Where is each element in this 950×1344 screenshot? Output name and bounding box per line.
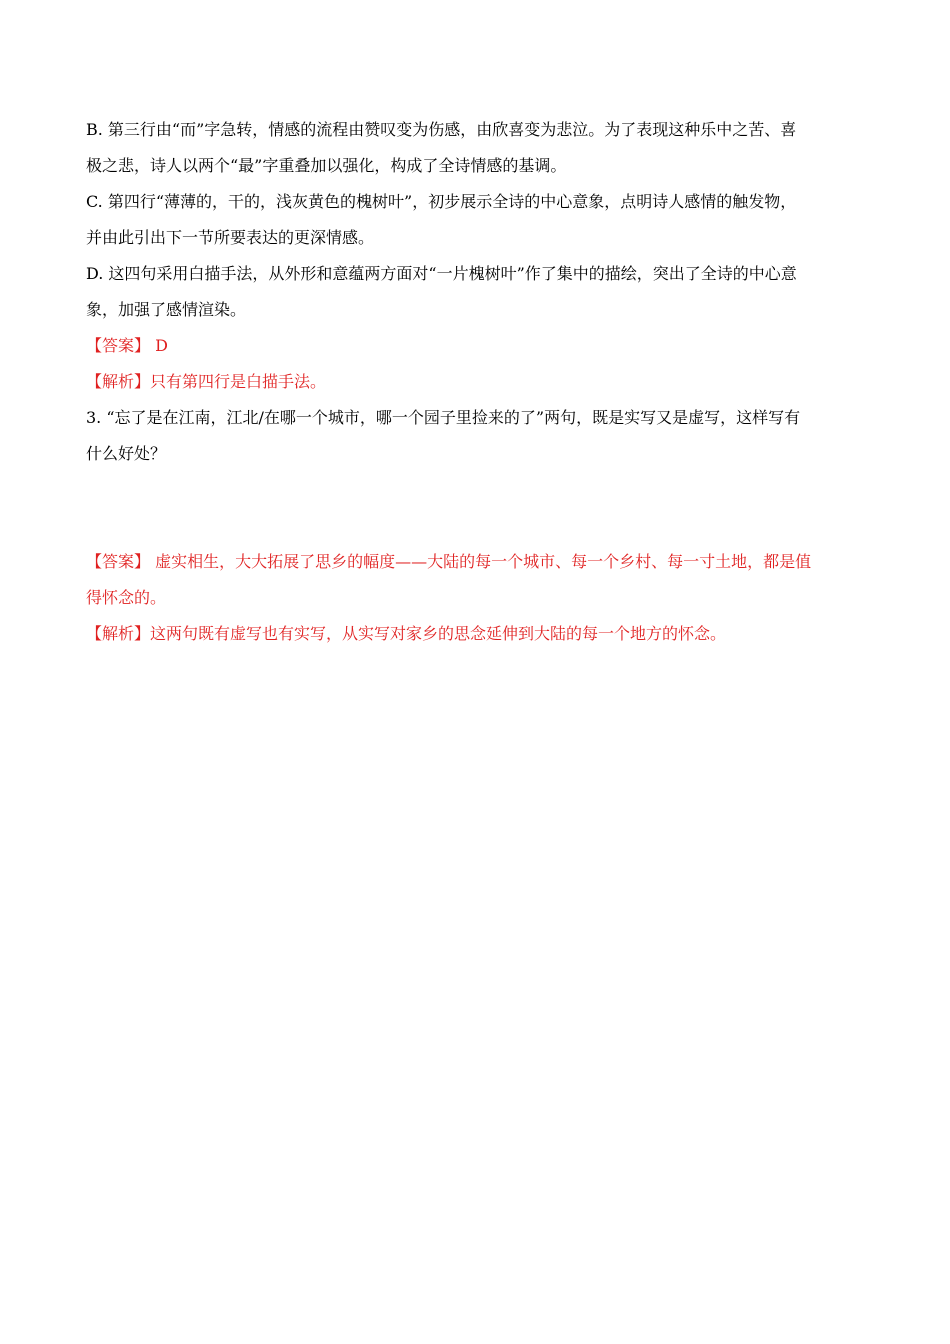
q3-answer-line-1	[86, 544, 872, 580]
q2-answer-value: D	[150, 336, 168, 355]
q2-analysis-tag: 【解析】	[86, 372, 151, 391]
q3-answer-text-1: 虚实相生，大大拓展了思乡的幅度——大陆的每一个城市、每一个乡村、每一寸土地，都是值	[150, 552, 812, 571]
option-d-line-2: 象，加强了感情渲染。	[86, 300, 247, 319]
q2-answer	[86, 328, 872, 364]
option-d-line-1: D. 这四句采用白描手法，从外形和意蕴两方面对“一片槐树叶”作了集中的描绘，突出了全诗的中心意	[86, 264, 797, 283]
page-content	[86, 112, 872, 652]
option-c-line-1: C. 第四行“薄薄的，干的，浅灰黄色的槐树叶”，初步展示全诗的中心意象，点明诗人感情的触发物，	[86, 192, 797, 211]
q2-analysis	[86, 364, 872, 400]
q3-answer-tag: 【答案】	[86, 552, 151, 571]
q2-answer-tag: 【答案】	[86, 336, 151, 355]
option-b-line-2: 极之悲，诗人以两个“最”字重叠加以强化，构成了全诗情感的基调。	[86, 156, 567, 175]
q3-answer-line-2: 得怀念的。	[86, 588, 167, 607]
q3-analysis	[86, 616, 872, 652]
q3-analysis-tag: 【解析】	[86, 624, 151, 643]
q2-analysis-text: 只有第四行是白描手法。	[150, 372, 327, 391]
q3-prompt-line-1: 3. “忘了是在江南，江北/在哪一个城市，哪一个园子里捡来的了”两句，既是实写又是虚写，这样写有	[86, 408, 801, 427]
option-b-line-1: B. 第三行由“而”字急转，情感的流程由赞叹变为伤感，由欣喜变为悲泣。为了表现这种乐中之苦、喜	[86, 120, 797, 139]
answer-space	[86, 472, 872, 544]
option-c-line-2: 并由此引出下一节所要表达的更深情感。	[86, 228, 375, 247]
q3-analysis-text: 这两句既有虚写也有实写，从实写对家乡的思念延伸到大陆的每一个地方的怀念。	[150, 624, 727, 643]
q3-prompt-line-2: 什么好处？	[86, 444, 167, 463]
